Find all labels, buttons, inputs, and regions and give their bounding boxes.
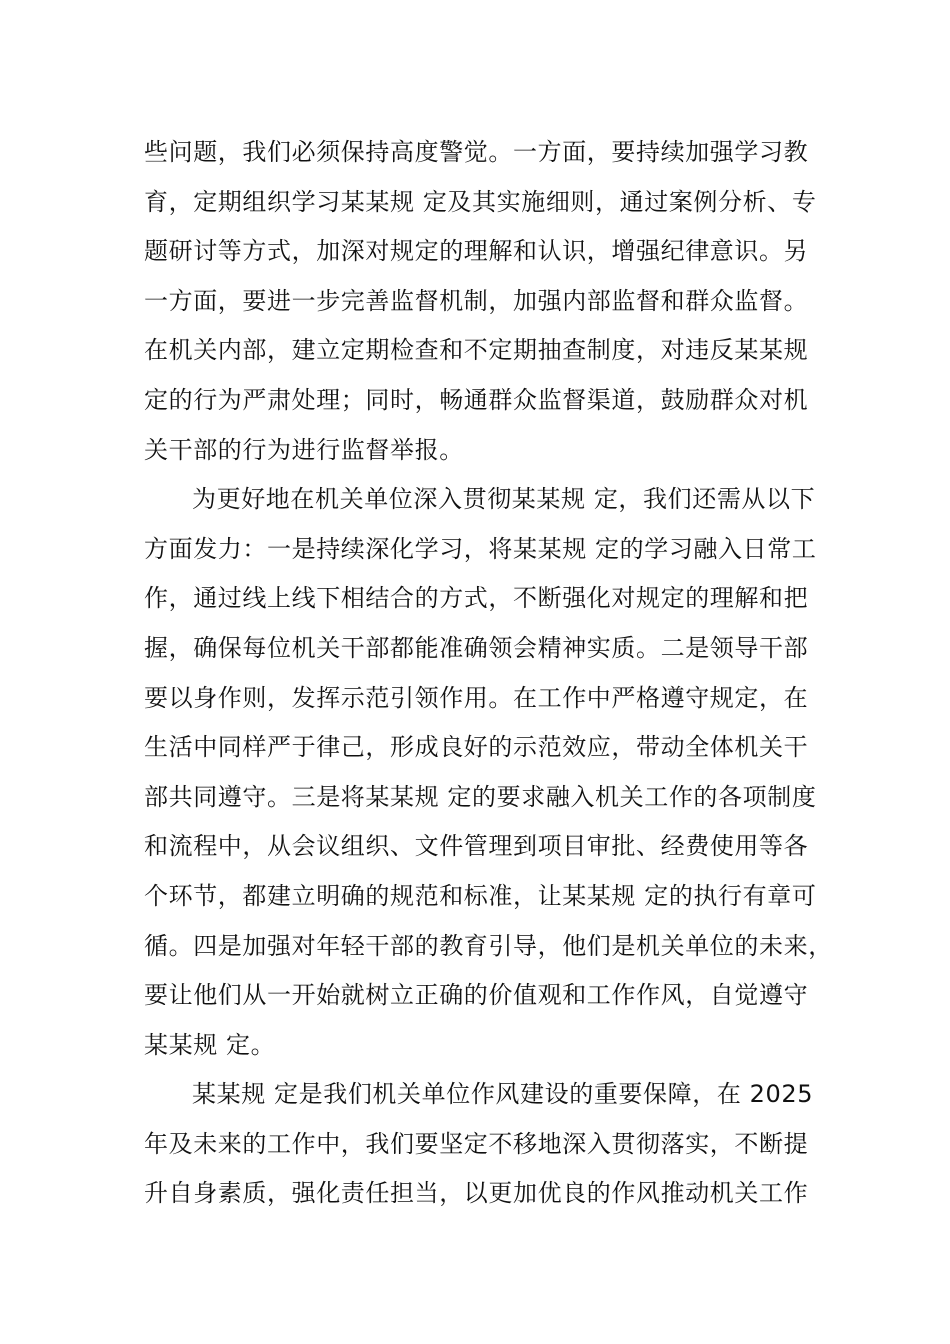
- text-line: 在机关内部，建立定期检查和不定期抽查制度，对违反某某规: [144, 336, 809, 365]
- text-line: 为更好地在机关单位深入贯彻某某规 定，我们还需从以下: [192, 485, 816, 514]
- text-line: 一方面，要进一步完善监督机制，加强内部监督和群众监督。: [144, 286, 809, 315]
- paragraph: [144, 1070, 820, 1219]
- paragraph: [144, 128, 820, 475]
- text-line: 和流程中，从会议组织、文件管理到项目审批、经费使用等各: [144, 832, 809, 861]
- text-line: 方面发力：一是持续深化学习，将某某规 定的学习融入日常工: [144, 534, 817, 563]
- text-line: 循。四是加强对年轻干部的教育引导，他们是机关单位的未来，: [144, 931, 833, 960]
- document-body: [144, 128, 833, 1219]
- text-line: 些问题，我们必须保持高度警觉。一方面，要持续加强学习教: [144, 138, 809, 166]
- text-line: 握，确保每位机关干部都能准确领会精神实质。二是领导干部: [144, 633, 809, 662]
- text-line: 作，通过线上线下相结合的方式，不断强化对规定的理解和把: [144, 584, 809, 613]
- text-line: 要让他们从一开始就树立正确的价值观和工作作风，自觉遵守: [144, 981, 809, 1010]
- text-line: 某某规 定。: [144, 1030, 276, 1059]
- text-line: 升自身素质，强化责任担当，以更加优良的作风推动机关工作: [144, 1179, 809, 1208]
- text-line: 育，定期组织学习某某规 定及其实施细则，通过案例分析、专: [144, 187, 817, 216]
- text-line: 定的行为严肃处理；同时，畅通群众监督渠道，鼓励群众对机: [144, 385, 809, 414]
- text-line: 关干部的行为进行监督举报。: [144, 435, 464, 464]
- paragraph: [144, 475, 833, 1070]
- text-line: 个环节，都建立明确的规范和标准，让某某规 定的执行有章可: [144, 881, 817, 910]
- text-line: 题研讨等方式，加深对规定的理解和认识，增强纪律意识。另: [144, 237, 809, 266]
- text-line: 生活中同样严于律己，形成良好的示范效应，带动全体机关干: [144, 733, 809, 762]
- text-line: 部共同遵守。三是将某某规 定的要求融入机关工作的各项制度: [144, 782, 817, 811]
- text-line: 要以身作则，发挥示范引领作用。在工作中严格遵守规定，在: [144, 683, 809, 712]
- text-line: 年及未来的工作中，我们要坚定不移地深入贯彻落实，不断提: [144, 1129, 809, 1158]
- text-line: 某某规 定是我们机关单位作风建设的重要保障，在 2025: [192, 1080, 814, 1109]
